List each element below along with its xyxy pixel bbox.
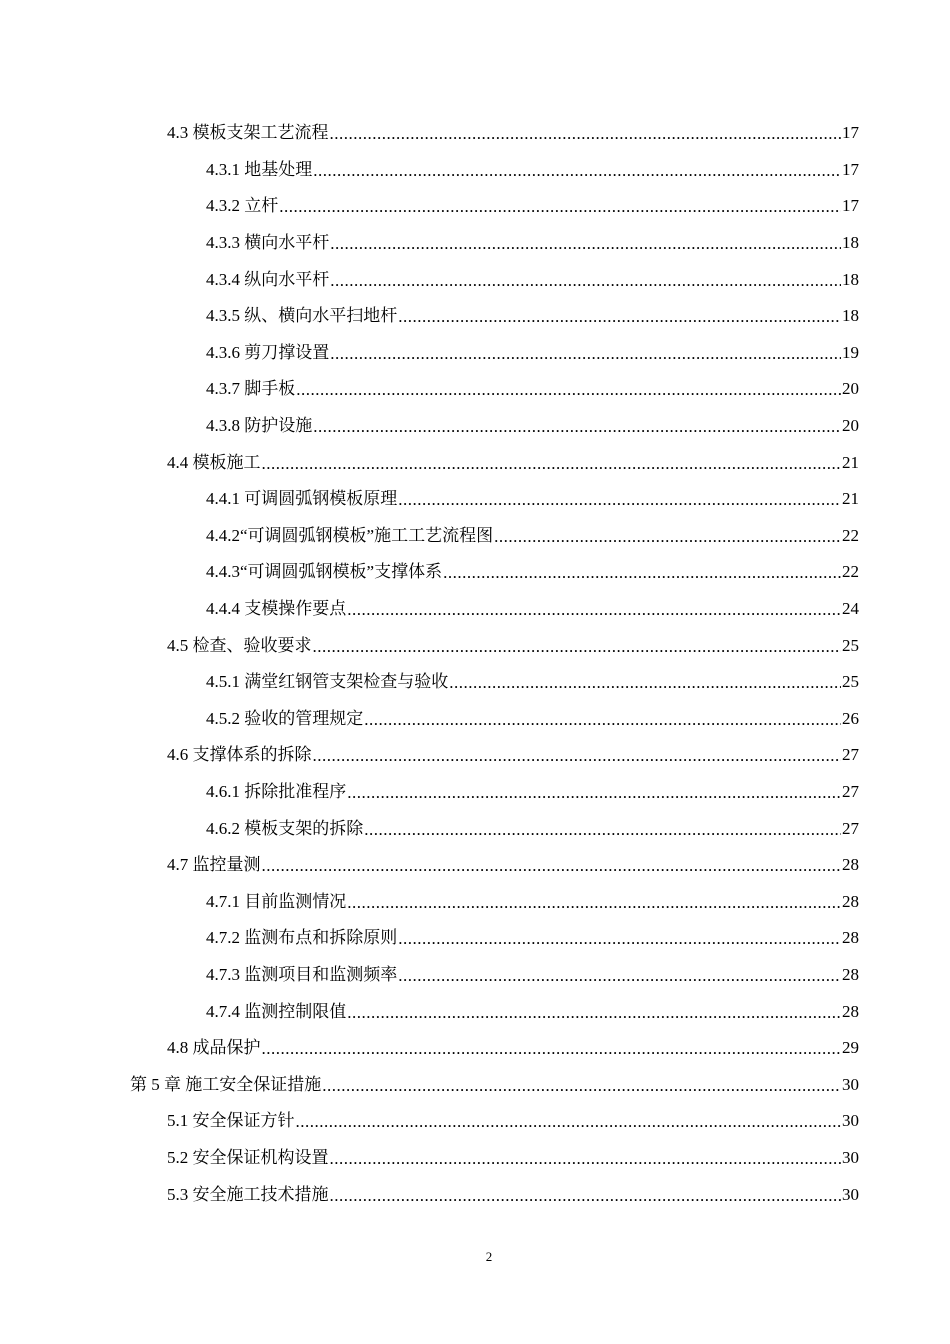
toc-entry-page: 25	[842, 672, 859, 692]
toc-dot-leader	[330, 1186, 842, 1206]
toc-entry-title: 4.4.2“可调圆弧钢模板”施工工艺流程图	[206, 525, 494, 545]
toc-entry[interactable]	[0, 847, 950, 884]
toc-entry-page: 30	[842, 1184, 859, 1204]
toc-dot-leader	[330, 1149, 842, 1169]
toc-entry-title: 4.7.4 监测控制限值	[206, 1001, 347, 1021]
toc-entry-page: 17	[842, 196, 859, 216]
toc-dot-leader	[262, 1039, 842, 1059]
toc-entry-page: 30	[842, 1111, 859, 1131]
toc-entry[interactable]	[0, 371, 950, 408]
toc-entry-title: 5.3 安全施工技术措施	[167, 1184, 329, 1204]
table-of-contents	[0, 115, 950, 1213]
toc-entry-title: 4.3.8 防护设施	[206, 416, 313, 436]
toc-entry-page: 18	[842, 269, 859, 289]
toc-entry-page: 18	[842, 306, 859, 326]
toc-dot-leader	[279, 197, 841, 217]
toc-entry-title: 4.7.1 目前监测情况	[206, 891, 347, 911]
toc-entry-page: 20	[842, 416, 859, 436]
toc-entry-page: 22	[842, 525, 859, 545]
toc-entry-page: 25	[842, 635, 859, 655]
toc-entry[interactable]	[0, 1030, 950, 1067]
toc-entry-page: 26	[842, 708, 859, 728]
toc-entry-page: 18	[842, 233, 859, 253]
toc-dot-leader	[364, 710, 841, 730]
toc-entry-page: 28	[842, 1001, 859, 1021]
toc-dot-leader	[398, 966, 841, 986]
toc-entry-title: 4.3.7 脚手板	[206, 379, 296, 399]
toc-entry-title: 4.8 成品保护	[167, 1038, 261, 1058]
toc-dot-leader	[313, 417, 841, 437]
toc-entry-page: 28	[842, 964, 859, 984]
toc-entry[interactable]	[0, 481, 950, 518]
toc-dot-leader	[313, 161, 841, 181]
toc-entry-title: 4.4.4 支模操作要点	[206, 599, 347, 619]
toc-dot-leader	[313, 637, 842, 657]
toc-entry[interactable]	[0, 701, 950, 738]
toc-entry-page: 20	[842, 379, 859, 399]
toc-entry[interactable]	[0, 225, 950, 262]
toc-entry-page: 29	[842, 1038, 859, 1058]
toc-entry[interactable]	[0, 737, 950, 774]
toc-dot-leader	[330, 344, 841, 364]
toc-dot-leader	[296, 1112, 842, 1132]
toc-entry-title: 4.4.3“可调圆弧钢模板”支撑体系	[206, 562, 443, 582]
toc-entry[interactable]	[0, 920, 950, 957]
toc-entry[interactable]	[0, 664, 950, 701]
toc-entry-title: 第 5 章 施工安全保证措施	[130, 1074, 322, 1094]
toc-dot-leader	[313, 746, 842, 766]
toc-entry[interactable]	[0, 152, 950, 189]
toc-entry-page: 28	[842, 855, 859, 875]
toc-entry-title: 5.2 安全保证机构设置	[167, 1147, 329, 1167]
toc-entry-page: 27	[842, 781, 859, 801]
toc-entry-title: 4.7.2 监测布点和拆除原则	[206, 928, 398, 948]
toc-entry-title: 4.5.1 满堂红钢管支架检查与验收	[206, 672, 449, 692]
toc-dot-leader	[347, 783, 841, 803]
toc-dot-leader	[398, 929, 841, 949]
toc-entry[interactable]	[0, 1066, 950, 1103]
toc-entry[interactable]	[0, 408, 950, 445]
toc-entry[interactable]	[0, 810, 950, 847]
toc-dot-leader	[322, 1076, 841, 1096]
toc-entry-title: 4.3.2 立杆	[206, 196, 279, 216]
toc-entry-title: 4.7.3 监测项目和监测频率	[206, 964, 398, 984]
toc-entry[interactable]	[0, 554, 950, 591]
toc-entry-page: 24	[842, 599, 859, 619]
toc-entry[interactable]	[0, 1103, 950, 1140]
toc-entry[interactable]	[0, 335, 950, 372]
toc-entry-page: 17	[842, 123, 859, 143]
toc-entry-page: 30	[842, 1074, 859, 1094]
toc-entry-page: 27	[842, 818, 859, 838]
toc-entry-title: 4.5 检查、验收要求	[167, 635, 312, 655]
toc-entry-page: 19	[842, 342, 859, 362]
toc-entry-title: 4.6.2 模板支架的拆除	[206, 818, 364, 838]
toc-dot-leader	[449, 673, 841, 693]
toc-entry[interactable]	[0, 883, 950, 920]
toc-entry-page: 30	[842, 1147, 859, 1167]
toc-entry-page: 21	[842, 489, 859, 509]
toc-entry-title: 4.3.3 横向水平杆	[206, 233, 330, 253]
toc-entry[interactable]	[0, 774, 950, 811]
toc-entry-title: 4.4 模板施工	[167, 452, 261, 472]
toc-entry[interactable]	[0, 444, 950, 481]
toc-entry-title: 4.5.2 验收的管理规定	[206, 708, 364, 728]
toc-entry-page: 22	[842, 562, 859, 582]
toc-dot-leader	[262, 454, 842, 474]
toc-entry-title: 4.3.6 剪刀撑设置	[206, 342, 330, 362]
toc-dot-leader	[330, 234, 841, 254]
toc-dot-leader	[347, 600, 841, 620]
toc-dot-leader	[398, 490, 841, 510]
toc-dot-leader	[296, 380, 841, 400]
toc-entry-title: 4.6.1 拆除批准程序	[206, 781, 347, 801]
toc-dot-leader	[443, 563, 841, 583]
toc-entry[interactable]	[0, 188, 950, 225]
toc-dot-leader	[330, 124, 842, 144]
toc-entry-title: 4.3.5 纵、横向水平扫地杆	[206, 306, 398, 326]
toc-entry-page: 27	[842, 745, 859, 765]
toc-dot-leader	[347, 893, 841, 913]
toc-entry-title: 4.3.4 纵向水平杆	[206, 269, 330, 289]
toc-entry-title: 5.1 安全保证方针	[167, 1111, 295, 1131]
toc-entry[interactable]	[0, 115, 950, 152]
toc-dot-leader	[398, 307, 841, 327]
toc-dot-leader	[347, 1003, 841, 1023]
toc-dot-leader	[262, 856, 842, 876]
toc-entry-page: 28	[842, 928, 859, 948]
toc-entry-title: 4.3 模板支架工艺流程	[167, 123, 329, 143]
toc-entry[interactable]	[0, 298, 950, 335]
toc-entry-page: 21	[842, 452, 859, 472]
toc-entry-title: 4.3.1 地基处理	[206, 159, 313, 179]
toc-entry-title: 4.7 监控量测	[167, 855, 261, 875]
toc-entry-title: 4.4.1 可调圆弧钢模板原理	[206, 489, 398, 509]
toc-dot-leader	[330, 271, 841, 291]
toc-entry[interactable]	[0, 993, 950, 1030]
toc-entry[interactable]	[0, 261, 950, 298]
toc-entry[interactable]	[0, 957, 950, 994]
toc-entry[interactable]	[0, 1176, 950, 1213]
toc-entry[interactable]	[0, 1140, 950, 1177]
toc-entry[interactable]	[0, 518, 950, 555]
page-number: 2	[485, 1249, 493, 1264]
toc-dot-leader	[494, 527, 841, 547]
toc-dot-leader	[364, 820, 841, 840]
toc-entry-page: 17	[842, 159, 859, 179]
toc-entry[interactable]	[0, 627, 950, 664]
toc-entry-page: 28	[842, 891, 859, 911]
toc-entry-title: 4.6 支撑体系的拆除	[167, 745, 312, 765]
toc-entry[interactable]	[0, 591, 950, 628]
